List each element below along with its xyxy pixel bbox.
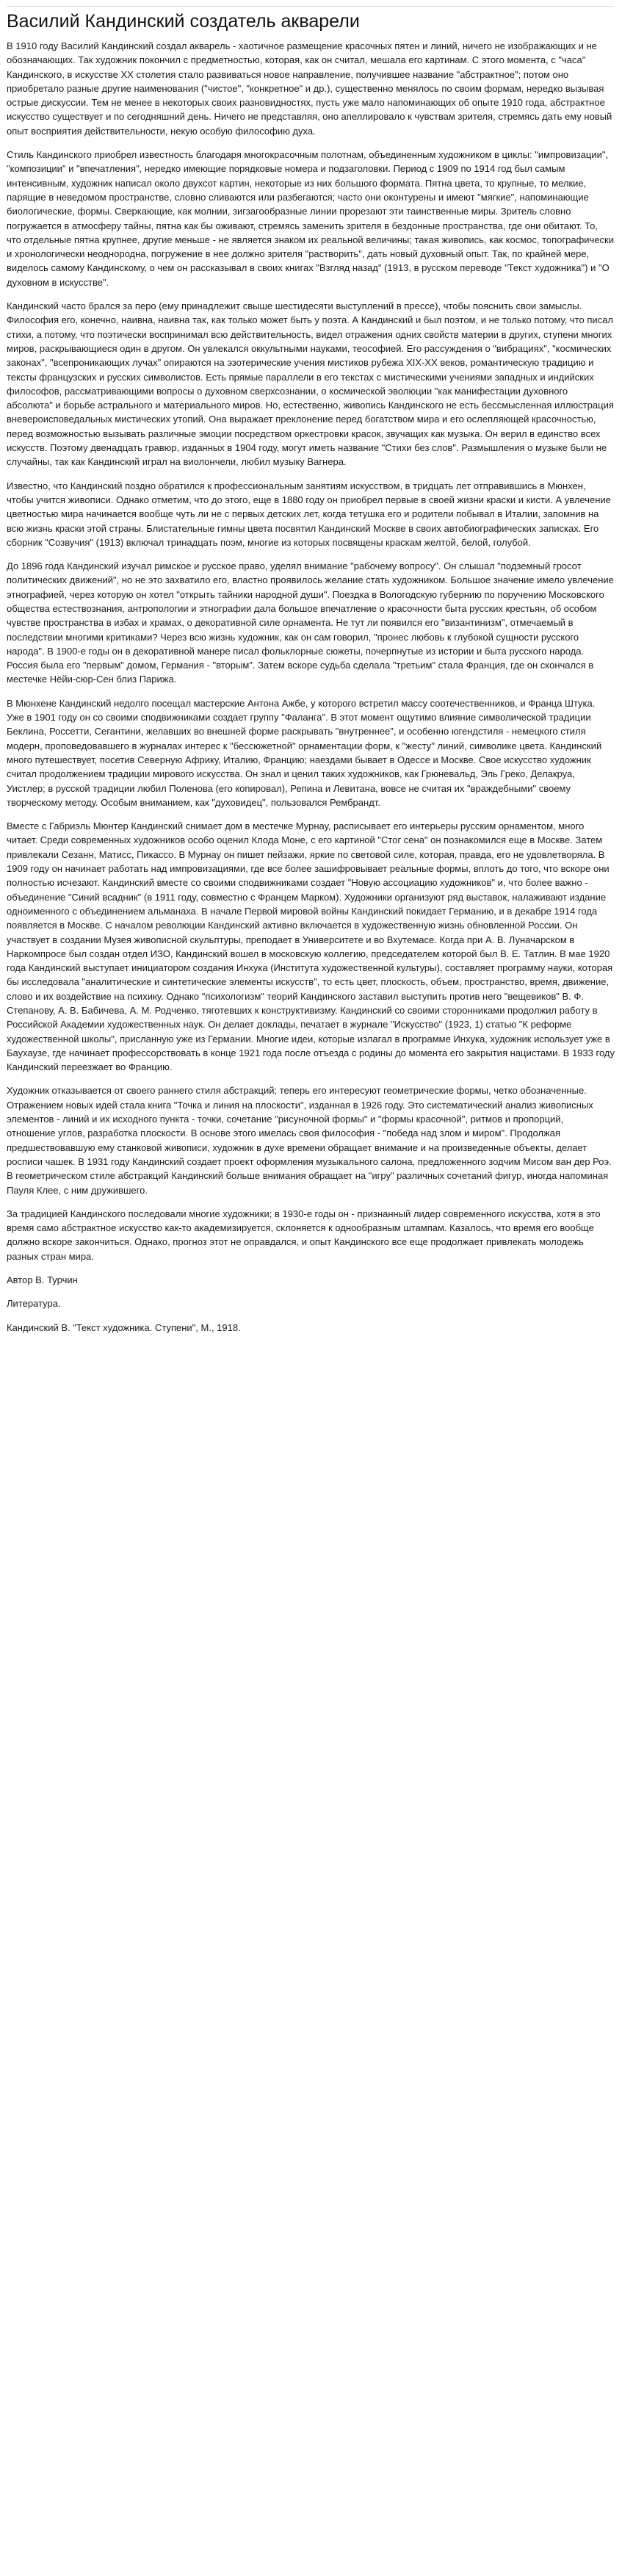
article-paragraph: В Мюнхене Кандинский недолго посещал мастерские Антона Ажбе, у которого встретил массу соотечественников, и Франца Штука. Уже в 1901 году он со своими сподвижниками создает группу "Фаланга". В этот момент ощутимо влияние символической традиции Беклина, Россетти, Сегантини, желавших во внешней форме раскрывать "внутреннее", и особенно югендстиля - немецкого стиля модерн, проповедовавшего в журналах интерес к "бессюжетной" орнаментации форм, к "жесту" линий, символике цвета. Кандинский много путешествует, посетив Северную Африку, Италию, Францию; наездами бывает в Одессе и Москве. Свое искусство художник считал продолжением традиции мирового искусства. Он знал и ценил таких художников, как Грюневальд, Эль Греко, Делакруа, Уистлер; в русской традиции любил Поленова (его копировал), Репина и Левитана, вовсе не считая их "враждебными" своему творческому методу. Особым вниманием, как "духовидец", пользовался Рембрандт. <box>7 697 602 808</box>
article-paragraph: Вместе с Габриэль Мюнтер Кандинский снимает дом в местечке Мурнау, расписывает его интерьеры русским орнаментом, много читает. Среди современных художников особо оценил Клода Моне, с его картиной "Стог сена" он познакомился еще в Москве. Затем привлекали Сезанн, Матисс, Пикассо. В Мурнау он пишет пейзажи, яркие по световой силе, которая, правда, его не удовлетворяла. В 1909 году он начинает работать над импровизациями, где все более зашифровывает реальные формы, вплоть до того, что вскоре они полностью исчезают. Кандинский вместе со своими сподвижниками создает "Новую ассоциацию художников" и, что более важно - объединение "Синий всадник" (в 1911 году, совместно с Францем Марком). Художники организуют ряд выставок, налаживают издание одноименного с объединением альманаха. В начале Первой мировой войны Кандинский покидает Германию, и в декабре 1914 года появляется в Москве. С началом революции Кандинский активно включается в художественную жизнь обновленной России. Он участвует в создании Музея живописной скульптуры, преподает в Университете и во Вхутемасе. Когда при А. В. Луначарском в Наркомпросе был создан отдел ИЗО, Кандинский вошел в московскую коллегию, председателем которой был В. Е. Татлин. В мае 1920 года Кандинский выступает инициатором создания Инхука (Института художественной культуры), составляет программу науки, которая бы исследовала "аналитические и синтетические элементы искусств", то есть цвет, плоскость, объем, пространство, время, движение, слово и их воздействие на психику. Однако "психологизм" теорий Кандинского заставил выступить против него "вещевиков" В. Ф. Степанову, А. В. Бабичева, А. М. Родченко, тяготевших к конструктивизму. Кандинский со своими сторонниками продолжил работу в Российской Академии художественных наук. Он делает доклады, печатает в журнале "Искусство" (1923, 1) статью "К реформе художественной школы", присланную уже из Германии. Многие идеи, которые излагал в программе Инхука, художник использует уже в Баухаузе, где начинает профессорствовать в конце 1921 года после отъезда с родины до момента его закрытия нацистами. В 1933 году Кандинский переезжает во Францию. <box>7 820 615 1073</box>
reference-item: Кандинский В. "Текст художника. Ступени", М., 1918. <box>7 1321 241 1333</box>
references-heading: Литература. <box>7 1298 61 1310</box>
article-paragraph: Известно, что Кандинский поздно обратился к профессиональным занятиям искусством, в тридцать лет отправившись в Мюнхен, чтобы учится живописи. Однако отметим, что до этого, еще в 1880 году он приобрел первые в своей жизни краски и кисти. А увлечение цветностью мира начинается вообще чуть ли не с первых детских лет, когда тетушка его и родители побывал в Италии, запомнив на всю жизнь краски этой страны. Блистательные гимны цвета посвятил Кандинский Москве в своих автобиографических записках. Его сборник "Созвучия" (1913) включал тринадцать поэм, многие из которых посвящены краскам желтой, белой, голубой. <box>7 480 611 548</box>
top-divider <box>7 6 615 7</box>
article-paragraph: Стиль Кандинского приобрел известность благодаря многокрасочным полотнам, объединенным художником в циклы: "импровизации", "композиции" и "впечатления", нередко имеющие порядковые номера и подзаголовки. Период с 1909 по 1914 год был самым интенсивным, художник написал около двухсот картин, некоторые из них большого формата. Пятна цвета, то крупные, то мелкие, парящие в неведомом пространстве, словно сливаются или разбегаются; часто они оконтурены и имеют "мягкие", напоминающие биологические, формы. Сверкающие, как молнии, зигзагообразные линии прорезают эти таинственные миры. Зритель словно погружается в атмосферу тайны, пятна как бы оживают, стремясь заменить зрителя в бездонные пространства, где они обитают. То, что отдельные пятна крупнее, другие меньше - не является знаком их реальной величины; такая живопись, как космос, топографически и хронологически неоднородна, погружение в нее должно зрителя "растворить", дать новый духовный опыт. Так, по крайней мере, виделось самому Кандинскому, о чем он рассказывал в своих книгах "Взгляд назад" (1913, в русском переводе "Текст художника") и "О духовном в искусстве". <box>7 149 615 288</box>
article-paragraph: Художник отказывается от своего раннего стиля абстракций; теперь его интересуют геометрические формы, четко обозначенные. Отражением новых идей стала книга "Точка и линия на плоскости", изданная в 1926 году. Это систематический анализ живописных элементов - линий и их исходного пункта - точки, сочетание "рисуночной формы" и "формы красочной", ритмов и пропорций, отношение углов, разработка плоскости. В основе этого имелась своя философия - "победа над злом и миром". Продолжая предшествовавшую ему станковой живописи, художник в духе времени обращает внимание и на произведенные объекты, делает росписи чашек. В 1931 году Кандинский создает проект оформления музыкального салона, предложенного зодчим Мисом ван дер Роэ. В геометрическом стиле абстракций Кандинский больше внимания обращает на "игру" различных сочетаний фигур, иногда напоминая Пауля Клее, с ним дружившего. <box>7 1085 612 1196</box>
article-paragraph: Кандинский часто брался за перо (ему принадлежит свыше шестидесяти выступлений в прессе), чтобы пояснить свои замыслы. Философия его, конечно, наивна, наивна так, как только может быть у поэта. А Кандинский и был поэтом, и не только потому, что писал стихи, а потому, что поэтически воспринимал всю действительность, видел отражения одних свойств материи в других, ступени многих миров, раскрывающиеся один в другом. Он увлекался оккультными науками, теософией. Его рассуждения о "вибрациях", "космических законах", "всепроникающих лучах" опираются на эзотерические учения мистиков рубежа XIX-XX веков, романтическую традицию и тексты французских и русских символистов. Есть прямые параллели в его текстах с мистическими учениями западных и индийских философов, рассматривающими вопросы о духовном сверхсознании, о космической эволюции "как манифестации духовного абсолюта" и борьбе астрального и материального миров. Но, естественно, живопись Кандинского не есть бессмысленная иллюстрация вневероисповедальных мистических утопий. Она выражает преклонение перед богатством мира и его ослепляющей красочностью, перед возможностью вызывать различные эмоции посредством оркестровки красок, звучащих как музыка. Он верил в единство всех искусств. Поэтому двенадцать гравюр, изданных в 1904 году, могут иметь название "Стихи без слов". Размышления о музыке были не случайны, так как Кандинский играл на виолончели, любил музыку Вагнера. <box>7 300 614 468</box>
article-paragraph: За традицией Кандинского последовали многие художники; в 1930-е годы он - признанный лидер современного искусства, хотя в это время само абстрактное искусство как-то академизируется, склоняется к однообразным штампам. Казалось, что время его вообще должно вскоре закончиться. Однако, прогноз этот не оправдался, и опыт Кандинского все еще продолжает привлекать молодежь разных стран мира. <box>7 1208 601 1262</box>
article-paragraph: В 1910 году Василий Кандинский создал акварель - хаотичное размещение красочных пятен и линий, ничего не изображающих и не обозначающих. Так художник покончил с предметностью, которая, как он считал, мешала его картинам. С этого момента, с "часа" Кандинского, в искусстве ХХ столетия стало развиваться новое направление, получившее название "абстрактное"; потом оно приобретало разные другие наименования ("чистое", "конкретное" и др.), существенно менялось по своим формам, нередко вызывая острые дискуссии. Тем не менее в некоторых своих разновидностях, пусть уже мало напоминающих об опыте 1910 года, абстрактное искусство существует и по сегодняшний день. Ничего не представляя, оно апеллировало к чувствам зрителя, стремясь дать ему новый опыт восприятия действительности, некую особую философию духа. <box>7 40 612 137</box>
article-body <box>7 39 615 1335</box>
article-title: Василий Кандинский создатель акварели <box>7 11 360 32</box>
article-paragraph: До 1896 года Кандинский изучал римское и русское право, уделял внимание "рабочему вопросу". Он слышал "подземный гросот политических движений", но не это захватило его, властно проявилось желание стать художником. Большое значение имело увлечение этнографией, через которую он хотел "открыть тайники народной души". Поездка в Вологодскую губернию по поручению Московского общества естествознания, антропологии и этнографии дала большое впечатление о красочности быта русских крестьян, об особом чувстве пространства в избах и храмах, о декоративной силе орнамента. Не тут ли появился его "византинизм", отмечаемый в последствии многими критиками? Через всю жизнь художник, как он сам говорил, "пронес любовь к глубокой сущности русского народа". В 1900-е годы он в декоративной манере писал фольклорные сюжеты, почерпнутые из истории и быта русского народа. Россия была его "первым" домом, Германия - "вторым". Затем вскоре судьба сделала "третьим" стала Франция, где он скончался в местечке Нёйи-сюр-Сен близ Парижа. <box>7 560 614 685</box>
article-author: Автор В. Турчин <box>7 1274 78 1286</box>
